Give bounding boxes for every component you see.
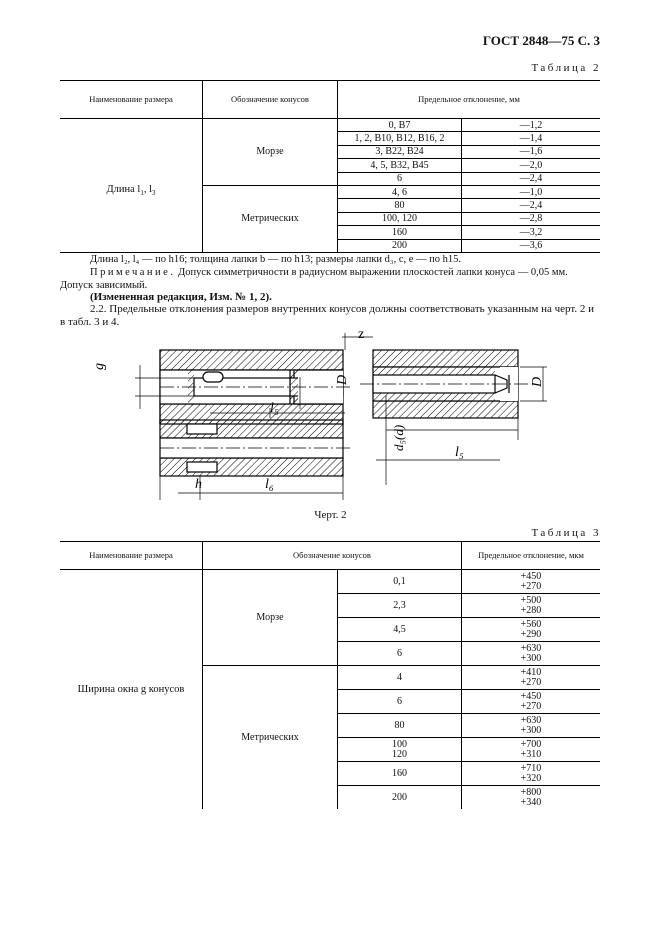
- dim-label-l6: l₆: [265, 477, 274, 492]
- t2-header-dev: Предельное отклонение, мм: [338, 81, 601, 119]
- t3-tol: +450 +270: [462, 570, 601, 594]
- t3-tol: +410 +270: [462, 666, 601, 690]
- dim-label-D1: D: [335, 374, 350, 385]
- t3-header-name: Наименование размера: [60, 542, 203, 570]
- t2-dev: —3,2: [462, 226, 601, 239]
- t2-header-name: Наименование размера: [60, 81, 203, 119]
- t3-cone: 2,3: [338, 594, 462, 618]
- t3-cone: 100 120: [338, 738, 462, 762]
- dim-label-g: g: [92, 363, 107, 370]
- t2-dev: —3,6: [462, 239, 601, 252]
- page-header: ГОСТ 2848—75 С. 3: [482, 33, 600, 48]
- paragraph-2-2: 2.2. Предельные отклонения размеров внутренних конусов должны соответствовать указанным на черт. 2 и в табл. 3 и 4.: [60, 303, 595, 328]
- t2-cone: 4, 6: [338, 185, 462, 198]
- t2-cone: 0, В7: [338, 119, 462, 132]
- dim-label-h: h: [195, 477, 202, 492]
- t2-cone: 80: [338, 199, 462, 212]
- dim-label-l5b: l₅: [455, 445, 464, 460]
- table-3: [60, 541, 600, 809]
- t3-cone: 6: [338, 690, 462, 714]
- dim-label-D2: D: [530, 376, 545, 387]
- t2-cone: 100, 120: [338, 212, 462, 225]
- t2-dev: —1,6: [462, 145, 601, 158]
- cone-drawing: [60, 325, 600, 510]
- t3-row-name: Ширина окна g конусов: [77, 683, 185, 695]
- t3-cone: 160: [338, 762, 462, 786]
- t3-header-dev: Предельное отклонение, мкм: [462, 542, 601, 570]
- note-text: Допуск симметричности в радиусном выражении плоскостей лапки конуса — 0,05 мм. Допуск зависимый.: [60, 267, 568, 291]
- section-right: [360, 350, 530, 418]
- t3-tol: +560 +290: [462, 618, 601, 642]
- table3-caption: Таблица 3: [531, 527, 601, 539]
- revision-note: (Измененная редакция, Изм. № 1, 2).: [90, 291, 272, 303]
- t2-dev: —1,0: [462, 185, 601, 198]
- t3-tol: +500 +280: [462, 594, 601, 618]
- t2-dev: —2,8: [462, 212, 601, 225]
- t2-cone: 200: [338, 239, 462, 252]
- text-line-1: Длина l₂, l₄ — по h16; толщина лапки b — по h13; размеры лапки d₃, c, e — по h15.: [90, 254, 462, 265]
- t3-cone: 200: [338, 786, 462, 810]
- t2-cone: 4, 5, В32, В45: [338, 159, 462, 172]
- t3-tol: +450 +270: [462, 690, 601, 714]
- t2-dev: —2,4: [462, 172, 601, 185]
- t3-cone: 80: [338, 714, 462, 738]
- t3-group-morse: Морзе: [203, 570, 338, 666]
- note: [60, 266, 600, 292]
- t3-cone: 6: [338, 642, 462, 666]
- table-2: [60, 80, 600, 253]
- table2-caption: Таблица 2: [531, 62, 601, 74]
- t3-cone: 0,1: [338, 570, 462, 594]
- t2-header-cone: Обозначение конусов: [203, 81, 338, 119]
- t3-tol: +710 +320: [462, 762, 601, 786]
- t3-cone: 4: [338, 666, 462, 690]
- t2-cone: 6: [338, 172, 462, 185]
- t3-tol: +630 +300: [462, 714, 601, 738]
- t3-tol: +630 +300: [462, 642, 601, 666]
- t2-cone: 1, 2, В10, В12, В16, 2: [338, 132, 462, 145]
- t2-dev: —1,2: [462, 119, 601, 132]
- t3-header-cone: Обозначение конусов: [203, 542, 462, 570]
- t2-row-name: Длина $l_1$, $l_3$: [106, 183, 156, 197]
- note-label: Примечание.: [90, 267, 176, 278]
- t3-group-metric: Метрических: [203, 666, 338, 810]
- dim-label-d5: d₅(d): [391, 424, 406, 451]
- t3-cone: 4,5: [338, 618, 462, 642]
- t2-group-morse: Морзе: [203, 119, 338, 186]
- t2-dev: —1,4: [462, 132, 601, 145]
- t3-tol: +700 +310: [462, 738, 601, 762]
- t2-dev: —2,4: [462, 199, 601, 212]
- t2-cone: 3, В22, В24: [338, 145, 462, 158]
- t2-group-metric: Метрических: [203, 185, 338, 252]
- drawing-caption: Черт. 2: [314, 509, 347, 521]
- t2-cone: 160: [338, 226, 462, 239]
- t2-dev: —2,0: [462, 159, 601, 172]
- t3-tol: +800 +340: [462, 786, 601, 810]
- dim-label-l5a: l₅: [270, 401, 279, 416]
- dim-label-z: z: [358, 327, 365, 342]
- section-left-bottom: [160, 420, 350, 476]
